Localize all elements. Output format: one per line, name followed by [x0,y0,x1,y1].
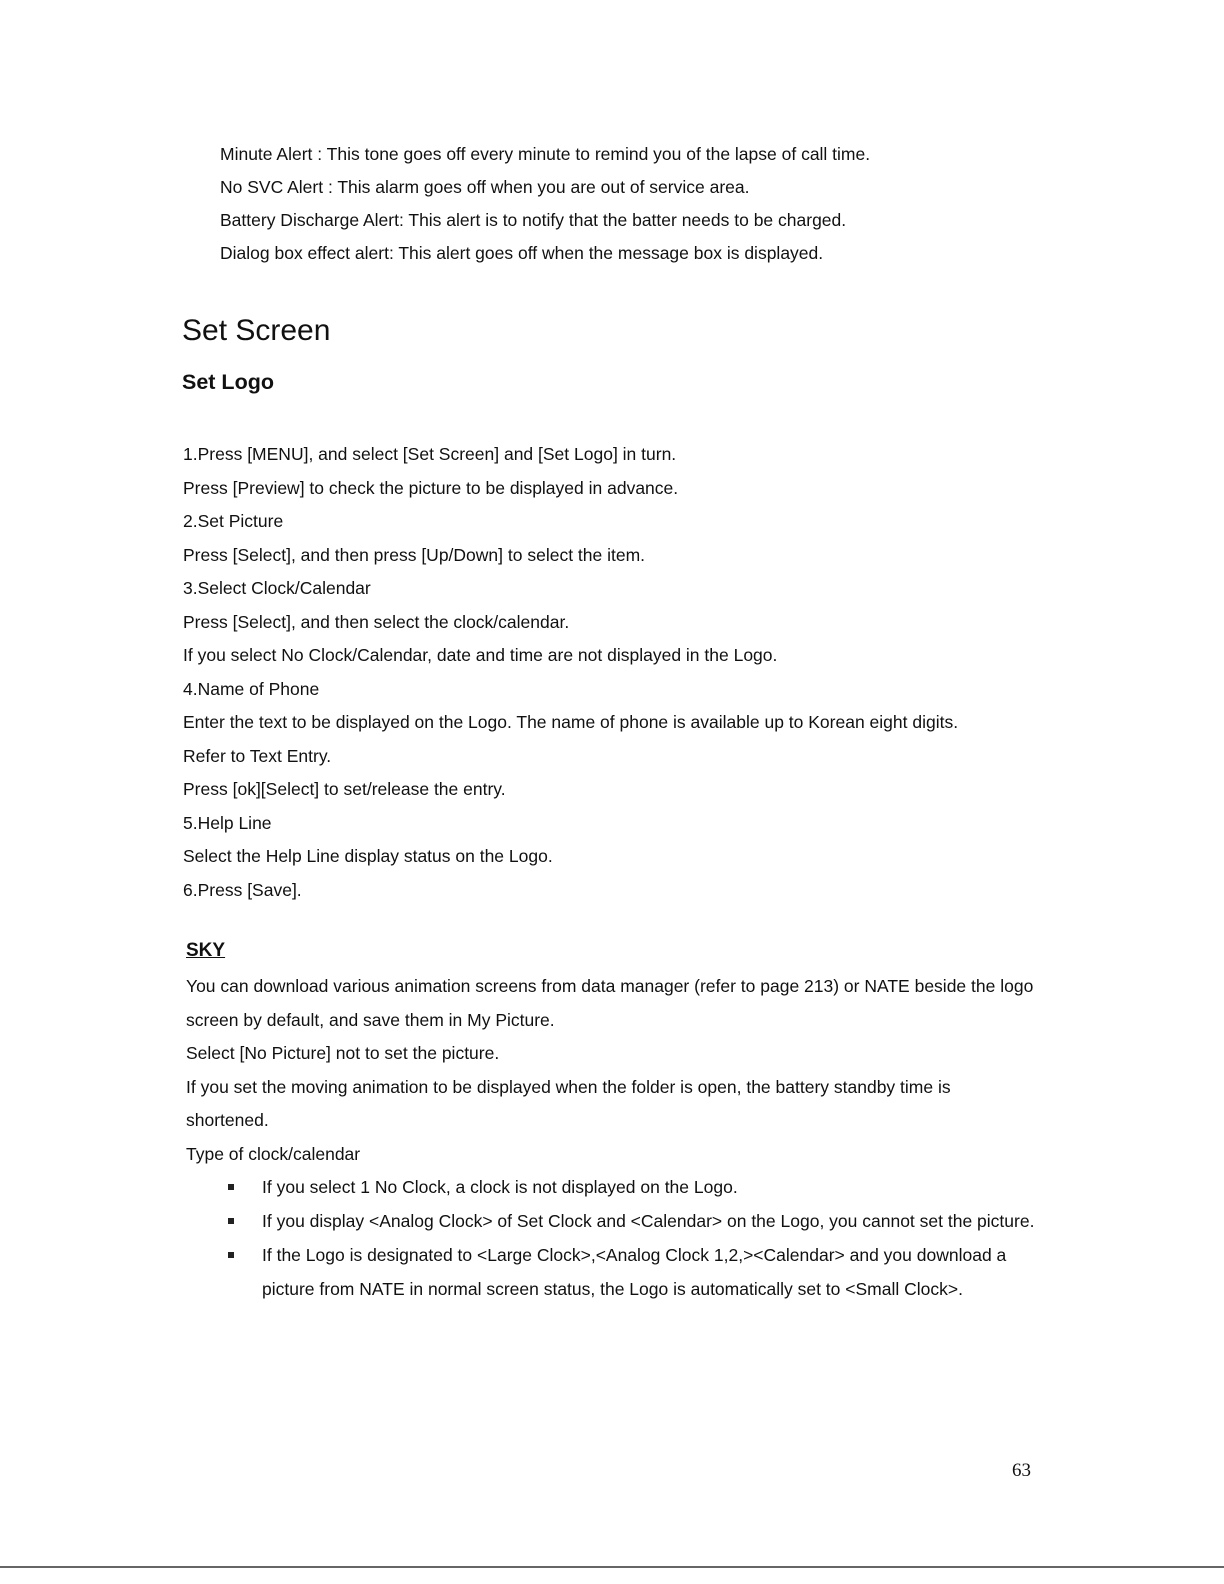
step-line: 3.Select Clock/Calendar [183,578,371,598]
step-line: If you select No Clock/Calendar, date and time are not displayed in the Logo. [183,645,778,665]
step-line: Press [Preview] to check the picture to be displayed in advance. [183,477,679,498]
sky-paragraph: If you set the moving animation to be displayed when the folder is open, the battery standby time is shortened. [186,1076,951,1130]
alert-line-no-svc: No SVC Alert : This alarm goes off when you are out of service area. [220,177,750,197]
bullet-item [226,1204,1046,1238]
bullet-text: If you display <Analog Clock> of Set Clock and <Calendar> on the Logo, you cannot set the picture. [262,1211,1035,1231]
sky-heading: SKY [186,940,226,961]
alert-line-dialog: Dialog box effect alert: This alert goes off when the message box is displayed. [220,243,824,263]
bullet-text: If the Logo is designated to <Large Clock>,<Analog Clock 1,2,><Calendar> and you download a picture from NATE in normal screen status, the Logo is automatically set to <Small Clock>. [262,1245,1007,1299]
alert-line-battery: Battery Discharge Alert: This alert is to notify that the batter needs to be charged. [220,210,847,230]
page-bottom-divider [0,1566,1224,1568]
step-line: Press [Select], and then press [Up/Down] to select the item. [183,544,646,565]
alert-descriptions [220,138,1120,270]
step-line: 1.Press [MENU], and select [Set Screen] and [Set Logo] in turn. [183,444,677,464]
sky-notes [186,970,1036,1171]
step-line: 4.Name of Phone [183,678,320,699]
step-line: 6.Press [Save]. [183,879,302,900]
step-line: 5.Help Line [183,812,272,833]
sky-paragraph: Select [No Picture] not to set the picture. [186,1043,500,1063]
alert-line-minute: Minute Alert : This tone goes off every minute to remind you of the lapse of call time. [220,144,871,164]
section-title: Set Screen [182,314,331,347]
square-bullet-icon [228,1184,234,1190]
square-bullet-icon [228,1252,234,1258]
step-line: Select the Help Line display status on the Logo. [183,846,553,866]
step-line: Enter the text to be displayed on the Logo. The name of phone is available up to Korean eight digits. [183,712,959,732]
step-line: Press [Select], and then select the clock/calendar. [183,611,570,632]
bullet-text: If you select 1 No Clock, a clock is not displayed on the Logo. [262,1177,738,1197]
clock-type-bullet-list [226,1170,1046,1306]
bullet-item [226,1238,1046,1306]
step-line: Press [ok][Select] to set/release the entry. [183,779,506,799]
bullet-item [226,1170,1046,1204]
square-bullet-icon [228,1218,234,1224]
set-logo-steps [183,438,1083,907]
step-line: Refer to Text Entry. [183,745,332,766]
sky-paragraph: You can download various animation screens from data manager (refer to page 213) or NATE beside the logo screen by default, and save them in My Picture. [186,976,1034,1030]
page-number: 63 [1012,1460,1031,1481]
step-line: 2.Set Picture [183,511,284,531]
subsection-title: Set Logo [182,370,274,394]
sky-paragraph: Type of clock/calendar [186,1143,361,1164]
